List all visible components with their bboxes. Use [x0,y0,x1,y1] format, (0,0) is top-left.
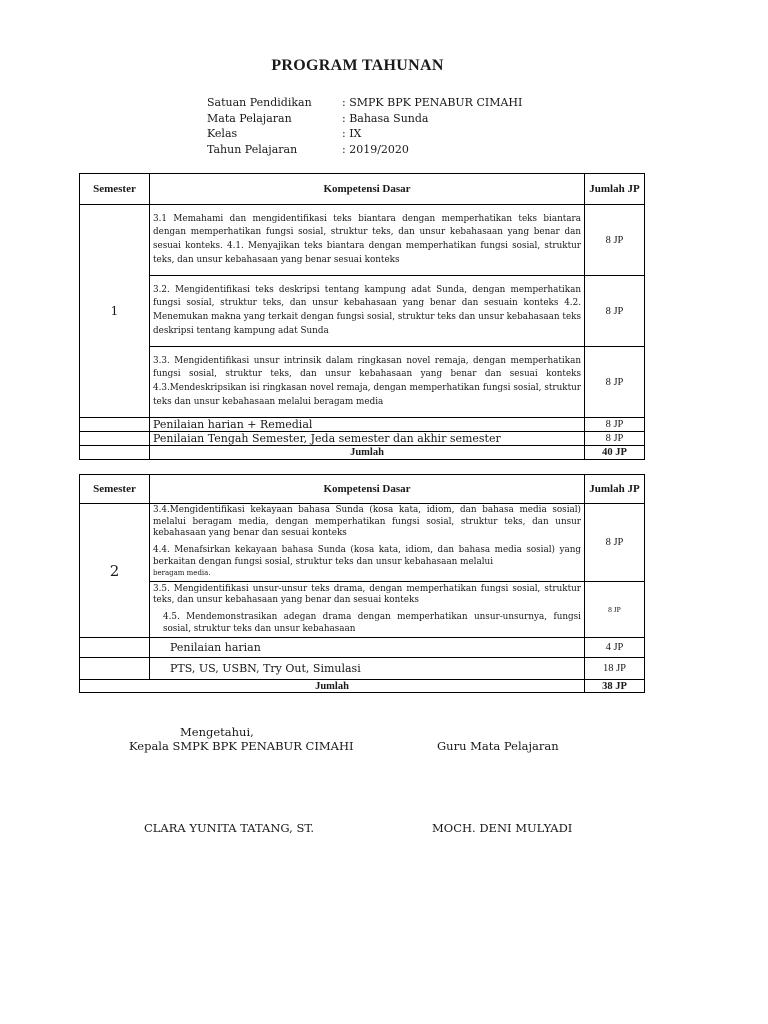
penilaian-harian-label: Penilaian harian + Remedial [150,418,585,432]
kd-text [150,504,585,582]
penilaian-harian-label: Penilaian harian [150,638,585,658]
mengetahui-label: Mengetahui, [180,725,254,739]
info-row-subject [207,111,522,127]
semester1-table [79,173,645,460]
info-value: : 2019/2020 [342,142,409,156]
school-info [207,95,522,157]
pts-label: PTS, US, USBN, Try Out, Simulasi [150,658,585,680]
header-jumlah-jp: Jumlah JP [585,174,645,205]
kd-4-4: 4.4. Menafsirkan kekayaan bahasa Sunda (kosa kata, idiom, dan bahasa media sosial) yang berkaitan dengan fungsi sosial, struktur teks dan unsur kebahasaan melalui [153,545,581,567]
kd-4-4-end: beragam media. [153,569,211,578]
jumlah-label: Jumlah [80,680,585,693]
kd-text: 3.3. Mengidentifikasi unsur intrinsik dalam ringkasan novel remaja, dengan memperhatikan fungsi sosial, struktur teks, dan unsur kebahasaan yang benar dan sesuai konteks 4.3.Mendeskripsikan isi ringkasan novel remaja, dengan memperhatikan fungsi sosial, struktur teks dan unsur kebahasaan melalui beragam media [150,347,585,418]
header-kompetensi-dasar: Kompetensi Dasar [150,475,585,504]
header-semester: Semester [80,475,150,504]
header-kompetensi-dasar: Kompetensi Dasar [150,174,585,205]
jumlah-jp: 38 JP [585,680,645,693]
kd-4-5: 4.5. Mendemonstrasikan adegan drama dengan memperhatikan unsur-unsurnya, fungsi sosial, struktur teks dan unsur kebahasaan [163,612,581,634]
kd-jp: 8 JP [585,582,645,638]
kd-text: 3.2. Mengidentifikasi teks deskripsi tentang kampung adat Sunda, dengan memperhatikan fungsi sosial, struktur teks, dan unsur kebahasaan yang benar dan sesuain konteks 4.2. Menemukan makna yang terkait dengan fungsi sosial, struktur teks dan unsur kebahasaan teks deskripsi tentang kampung adat Sunda [150,276,585,347]
info-label: Tahun Pelajaran [207,142,298,156]
kd-jp: 8 JP [585,205,645,276]
kd-text: 3.1 Memahami dan mengidentifikasi teks biantara dengan memperhatikan teks biantara dengan memperhatikan fungsi sosial, struktur teks, dan unsur kebahasaan yang benar dan sesuai konteks. 4.1. Menyajikan teks biantara dengan memperhatikan fungsi sosial, struktur teks, dan unsur kebahasaan yang benar sesuai konteks [150,205,585,276]
kepala-title: Kepala SMPK BPK PENABUR CIMAHI [129,739,354,753]
pts-jp: 8 JP [585,432,645,446]
pts-jp: 18 JP [585,658,645,680]
pts-label: Penilaian Tengah Semester, Jeda semester dan akhir semester [150,432,585,446]
page-title: PROGRAM TAHUNAN [271,57,444,74]
kepala-name: CLARA YUNITA TATANG, ST. [144,821,314,835]
kd-jp: 8 JP [585,276,645,347]
empty-cell [80,446,150,460]
empty-cell [80,432,150,446]
jumlah-label: Jumlah [150,446,585,460]
kd-3-5: 3.5. Mengidentifikasi unsur-unsur teks drama, dengan memperhatikan fungsi sosial, struktur teks, dan unsur kebahasaan yang benar dan sesuai konteks [153,583,581,606]
info-label: Satuan Pendidikan [207,96,312,109]
header-semester: Semester [80,174,150,205]
info-row-school [207,95,522,111]
empty-cell [80,658,150,680]
info-label: Mata Pelajaran [207,111,292,125]
kd-3-4: 3.4.Mengidentifikasi kekayaan bahasa Sunda (kosa kata, idiom, dan bahasa media sosial) melalui beragam media, dengan memperhatikan fungsi sosial, struktur teks, dan unsur kebahasaan yang benar dan sesuai konteks [153,505,581,539]
kd-jp: 8 JP [585,347,645,418]
semester2-table [79,474,645,693]
info-row-class [207,126,522,142]
jumlah-jp: 40 JP [585,446,645,460]
kd-jp: 8 JP [585,504,645,582]
info-value: : Bahasa Sunda [342,111,429,125]
empty-cell [80,638,150,658]
kd-text [150,582,585,638]
semester-number: 2 [80,504,150,638]
guru-name: MOCH. DENI MULYADI [432,821,573,835]
semester-number: 1 [80,205,150,418]
penilaian-harian-jp: 4 JP [585,638,645,658]
info-label: Kelas [207,127,238,140]
guru-title: Guru Mata Pelajaran [437,739,559,753]
info-value: : IX [342,127,362,140]
header-jumlah-jp: Jumlah JP [585,475,645,504]
empty-cell [80,418,150,432]
info-row-year [207,142,522,158]
penilaian-harian-jp: 8 JP [585,418,645,432]
info-value: : SMPK BPK PENABUR CIMAHI [342,96,523,109]
